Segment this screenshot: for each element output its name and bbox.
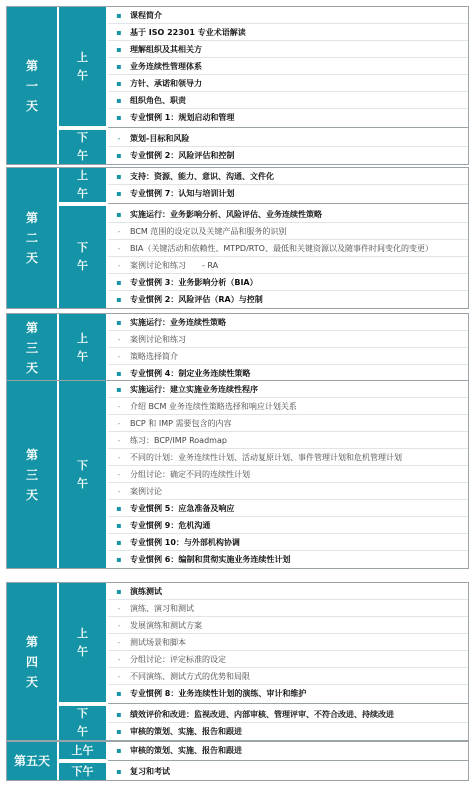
bullet-icon: ▪ [116,95,122,105]
agenda-item-text: 专业惯例 4：制定业务连续性策略 [130,369,251,378]
session-divider [108,203,468,204]
day-label-text: 第二天 [25,211,38,265]
bullet-icon: ▪ [116,555,122,564]
session-label [59,381,106,568]
agenda-item-text: 专业惯例 2：风险评估和控制 [130,151,235,160]
session-items [108,763,468,780]
session-label-text: 上午 [77,169,88,200]
agenda-item [108,706,468,723]
agenda-item-text: 实施运行：业务影响分析、风险评估、业务连续性策略 [130,209,322,219]
day-label [7,381,57,568]
agenda-item-text: 策略选择简介 [130,351,178,361]
agenda-item-text: 案例讨论和练习 - RA [130,260,219,270]
agenda-item [108,291,468,308]
day-label [7,314,57,382]
agenda-item [108,617,468,634]
agenda-item-text: 专业惯例 9：危机沟通 [130,520,211,530]
day-block [6,741,469,781]
agenda-item [108,449,468,466]
dash-icon: - [117,654,121,664]
agenda-item-text: 专业惯例 3：业务影响分析（BIA） [130,277,258,287]
bullet-icon: ▪ [116,277,122,287]
agenda-item [108,7,468,24]
agenda-item [108,348,468,365]
dash-icon: - [117,226,121,236]
agenda-item-text: 审核的策划、实施、报告和跟进 [130,746,242,755]
session-items [108,130,468,164]
agenda-item-text: 专业惯例 7：认知与培训计划 [130,189,235,198]
dash-icon: - [117,637,121,647]
agenda-item-text: BCP 和 IMP 需要包含的内容 [130,418,232,428]
agenda-item [108,257,468,274]
bullet-icon: ▪ [116,369,122,378]
bullet-icon: ▪ [116,727,122,736]
session-label [59,742,106,759]
agenda-item-text: 专业惯例 5：应急准备及响应 [130,503,235,513]
agenda-item [108,685,468,702]
agenda-item-text: 课程简介 [130,10,162,20]
day-label [7,168,57,308]
dash-icon: - [117,334,121,344]
bullet-icon: ▪ [116,586,122,596]
session-label-text: 下午 [77,131,88,162]
dash-icon: - [117,260,121,270]
agenda-item [108,331,468,348]
agenda-item-text: 介绍 BCM 业务连续性策略选择和响应计划关系 [130,401,297,411]
agenda-item [108,651,468,668]
dash-icon: - [117,486,121,496]
agenda-item [108,24,468,41]
session-label-text: 上午 [77,332,88,363]
agenda-item-text: BCM 范围的设定以及关键产品和服务的识别 [130,226,287,236]
agenda-item [108,466,468,483]
session-label-text: 下午 [71,764,94,778]
agenda-item-text: 专业惯例 1：规划启动和管理 [130,113,235,122]
session-label-text: 下午 [77,241,88,272]
bullet-icon: ▪ [116,746,122,755]
session-items [108,583,468,702]
bullet-icon: ▪ [116,295,122,304]
agenda-item-text: 不同的计划：业务连续性计划、活动复原计划、事件管理计划和危机管理计划 [130,452,402,462]
bullet-icon: ▪ [116,78,122,88]
agenda-item-text: 策划-目标和风险 [130,133,190,143]
session-items [108,206,468,308]
bullet-icon: ▪ [116,520,122,530]
agenda-item-text: 实施运行：业务连续性策略 [130,317,226,327]
agenda-item-text: 演练测试 [130,586,162,596]
agenda-item-text: 案例讨论和练习 [130,334,186,344]
agenda-item [108,185,468,202]
agenda-item-text: 发展演练和测试方案 [130,620,202,630]
day-label-text: 第三天 [25,321,38,375]
agenda-item [108,634,468,651]
agenda-item [108,668,468,685]
agenda-item-text: 业务连续性管理体系 [130,61,202,71]
agenda-item [108,130,468,147]
day-label [7,7,57,164]
agenda-item-text: 基于 ISO 22301 专业术语解读 [130,27,246,37]
agenda-item-text: 测试场景和脚本 [130,637,186,647]
session-label [59,314,106,382]
agenda-item [108,314,468,331]
session-items [108,7,468,126]
agenda-item-text: 不同演练、测试方式的优势和局限 [130,671,250,681]
agenda-item [108,398,468,415]
dash-icon: - [117,469,121,479]
agenda-item [108,168,468,185]
agenda-item [108,381,468,398]
session-label-text: 下午 [77,458,88,490]
agenda-item [108,58,468,75]
agenda-item-text: 专业惯例 2：风险评估（RA）与控制 [130,295,263,304]
agenda-item-text: 理解组织及其相关方 [130,44,202,54]
agenda-item-text: 审核的策划、实施、报告和跟进 [130,727,242,736]
day-label [7,583,57,740]
agenda-item [108,432,468,449]
bullet-icon: ▪ [116,209,122,219]
bullet-icon: ▪ [116,503,122,513]
session-label [59,168,106,202]
day-block [6,582,469,741]
dash-icon: - [117,243,121,253]
agenda-item [108,723,468,740]
agenda-item [108,240,468,257]
bullet-icon: ▪ [116,317,122,327]
session-label [59,206,106,308]
dash-icon: - [117,133,121,143]
session-divider [108,760,468,761]
session-label [59,706,106,740]
agenda-item [108,415,468,432]
agenda-item [108,583,468,600]
agenda-item-text: BIA（关键活动和依赖性、MTPD/RTO、最低和关键资源以及随事件时间变化的变更） [130,243,433,253]
bullet-icon: ▪ [116,189,122,198]
session-label [59,130,106,164]
agenda-item [108,223,468,240]
agenda-item-text: 分组讨论：评定标准的设定 [130,654,226,664]
agenda-item-text: 支持：资源、能力、意识、沟通、文件化 [130,171,274,181]
session-divider [108,703,468,704]
session-label-text: 上午 [77,50,88,82]
bullet-icon: ▪ [116,537,122,547]
bullet-icon: ▪ [116,44,122,54]
agenda-item-text: 分组讨论：确定不同的连续性计划 [130,469,250,479]
agenda-item [108,109,468,126]
agenda-item [108,206,468,223]
agenda-item [108,147,468,164]
agenda-item [108,41,468,58]
agenda-item [108,600,468,617]
session-items [108,381,468,568]
day-label-text: 第三天 [25,447,38,502]
dash-icon: - [117,435,121,445]
day-block [6,313,469,383]
agenda-item [108,742,468,759]
agenda-item [108,92,468,109]
dash-icon: - [117,620,121,630]
bullet-icon: ▪ [116,709,122,719]
agenda-item [108,763,468,780]
session-items [108,742,468,759]
session-label-text: 下午 [77,707,88,738]
day-label-text: 第一天 [25,58,38,113]
agenda-item [108,517,468,534]
agenda-item-text: 专业惯例 10：与外部机构协调 [130,537,240,547]
dash-icon: - [117,418,121,428]
day-label-text: 第四天 [25,634,38,689]
agenda-item-text: 案例讨论 [130,486,162,496]
agenda-item [108,551,468,568]
agenda-item-text: 绩效评价和改进：监视改进、内部审核、管理评审、不符合改进、持续改进 [130,709,394,719]
session-label [59,7,106,126]
dash-icon: - [117,603,121,613]
bullet-icon: ▪ [116,10,122,20]
bullet-icon: ▪ [116,689,122,698]
agenda-item [108,75,468,92]
agenda-item-text: 实施运行：建立实施业务连续性程序 [130,384,258,394]
agenda-item [108,500,468,517]
agenda-item-text: 组织角色、职责 [130,95,186,105]
agenda-item-text: 演练、演习和测试 [130,603,194,613]
bullet-icon: ▪ [116,767,122,776]
agenda-item [108,483,468,500]
agenda-item-text: 专业惯例 8：业务连续性计划的演练、审计和维护 [130,689,307,698]
session-label-text: 上午 [77,626,88,658]
session-items [108,168,468,202]
bullet-icon: ▪ [116,384,122,394]
day-label [7,742,57,780]
bullet-icon: ▪ [116,61,122,71]
day-block [6,6,469,165]
day-block [6,167,469,309]
agenda-item-text: 专业惯例 6：编制和贯彻实施业务连续性计划 [130,555,291,564]
session-label [59,583,106,702]
session-items [108,314,468,382]
agenda-item [108,534,468,551]
session-divider [108,127,468,128]
bullet-icon: ▪ [116,151,122,160]
agenda-item-text: 练习：BCP/IMP Roadmap [130,435,227,445]
bullet-icon: ▪ [116,27,122,37]
session-label-text: 上午 [71,743,94,757]
dash-icon: - [117,401,121,411]
agenda-item-text: 复习和考试 [130,767,170,776]
session-label [59,763,106,780]
agenda-item [108,274,468,291]
session-items [108,706,468,740]
day-block [6,380,469,569]
agenda-item-text: 方针、承诺和领导力 [130,78,202,88]
bullet-icon: ▪ [116,113,122,122]
dash-icon: - [117,452,121,462]
day-label-text: 第五天 [13,754,50,768]
dash-icon: - [117,351,121,361]
dash-icon: - [117,671,121,681]
bullet-icon: ▪ [116,171,122,181]
